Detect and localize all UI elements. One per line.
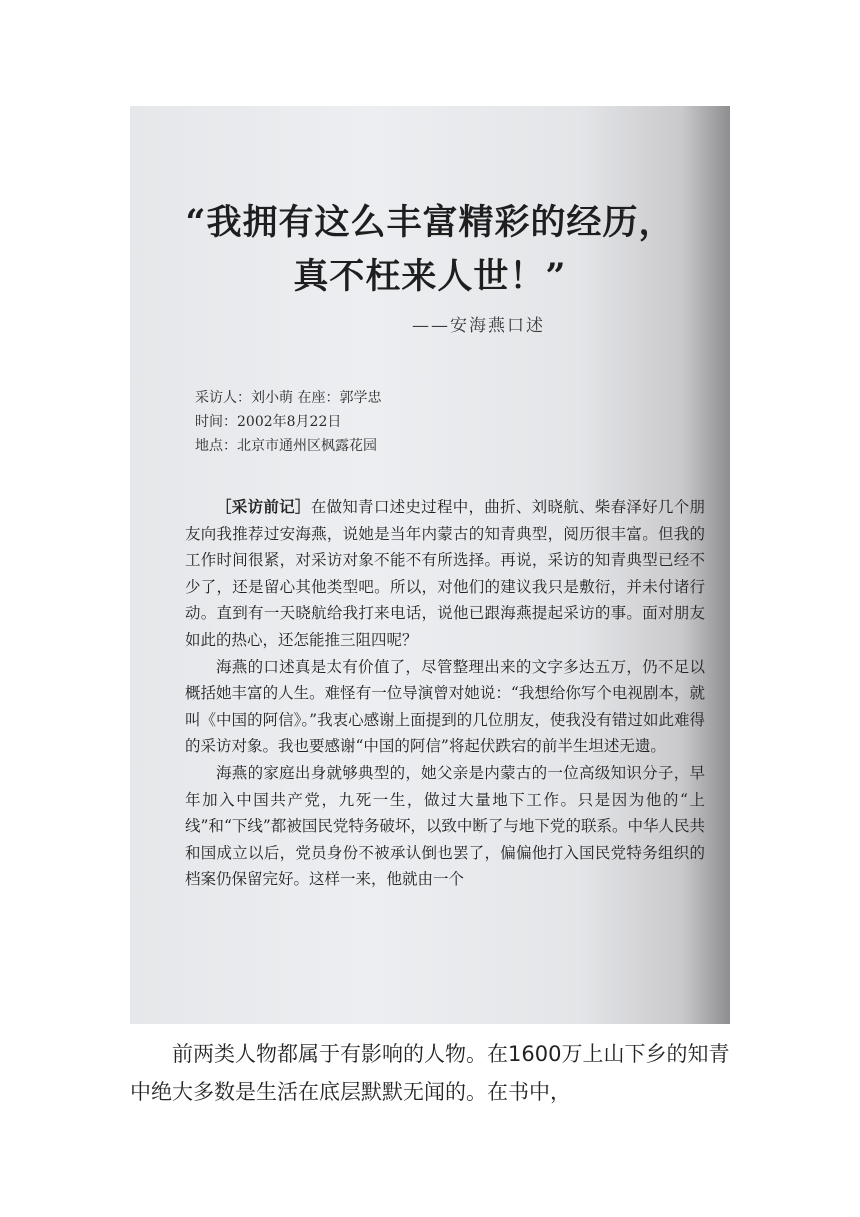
title-line-1: “我拥有这么丰富精彩的经历， xyxy=(185,202,675,243)
paragraph-1 xyxy=(185,494,705,654)
caption-text: 前两类人物都属于有影响的人物。在1600万上山下乡的知青中绝大多数是生活在底层默默无闻的。在书中， xyxy=(130,1042,730,1104)
article-body xyxy=(185,494,705,893)
book-page-photo xyxy=(130,106,730,1024)
paragraph-text: 海燕的家庭出身就够典型的，她父亲是内蒙古的一位高级知识分子，早年加入中国共产党，九死一生，做过大量地下工作。只是因为他的“上线”和“下线”都被国民党特务破坏，以致中断了与地下党的联系。中华人民共和国成立以后，党员身份不被承认倒也罢了，偏偏他打入国民党特务组织的档案仍保留完好。这样一来，他就由一个 xyxy=(185,763,705,889)
paragraph-3 xyxy=(185,760,705,893)
meta-place: 地点：北京市通州区枫露花园 xyxy=(195,438,377,454)
paragraph-2 xyxy=(185,654,705,760)
meta-time: 时间：2002年8月22日 xyxy=(195,414,342,430)
byline: ——安海燕口述 xyxy=(412,316,545,336)
interview-meta xyxy=(195,386,381,458)
preface-tag: ［采访前记］ xyxy=(216,497,311,516)
title-line-2: 真不枉来人世！” xyxy=(293,256,567,297)
meta-interviewer: 采访人：刘小萌 在座：郭学忠 xyxy=(195,390,382,406)
document-paragraph xyxy=(130,1035,740,1111)
paragraph-text: 在做知青口述史过程中，曲折、刘晓航、柴春泽好几个朋友向我推荐过安海燕，说她是当年内蒙古的知青典型，阅历很丰富。但我的工作时间很紧，对采访对象不能不有所选择。再说，采访的知青典型已经不少了，还是留心其他类型吧。所以，对他们的建议我只是敷衍，并未付诸行动。直到有一天晓航给我打来电话，说他已跟海燕提起采访的事。面对朋友如此的热心，还怎能推三阻四呢？ xyxy=(185,498,705,649)
paragraph-text: 海燕的口述真是太有价值了，尽管整理出来的文字多达五万，仍不足以概括她丰富的人生。难怪有一位导演曾对她说：“我想给你写个电视剧本，就叫《中国的阿信》。”我衷心感谢上面提到的几位朋友，使我没有错过如此难得的采访对象。我也要感谢“中国的阿信”将起伏跌宕的前半生坦述无遗。 xyxy=(185,657,705,756)
article-title xyxy=(130,196,730,304)
